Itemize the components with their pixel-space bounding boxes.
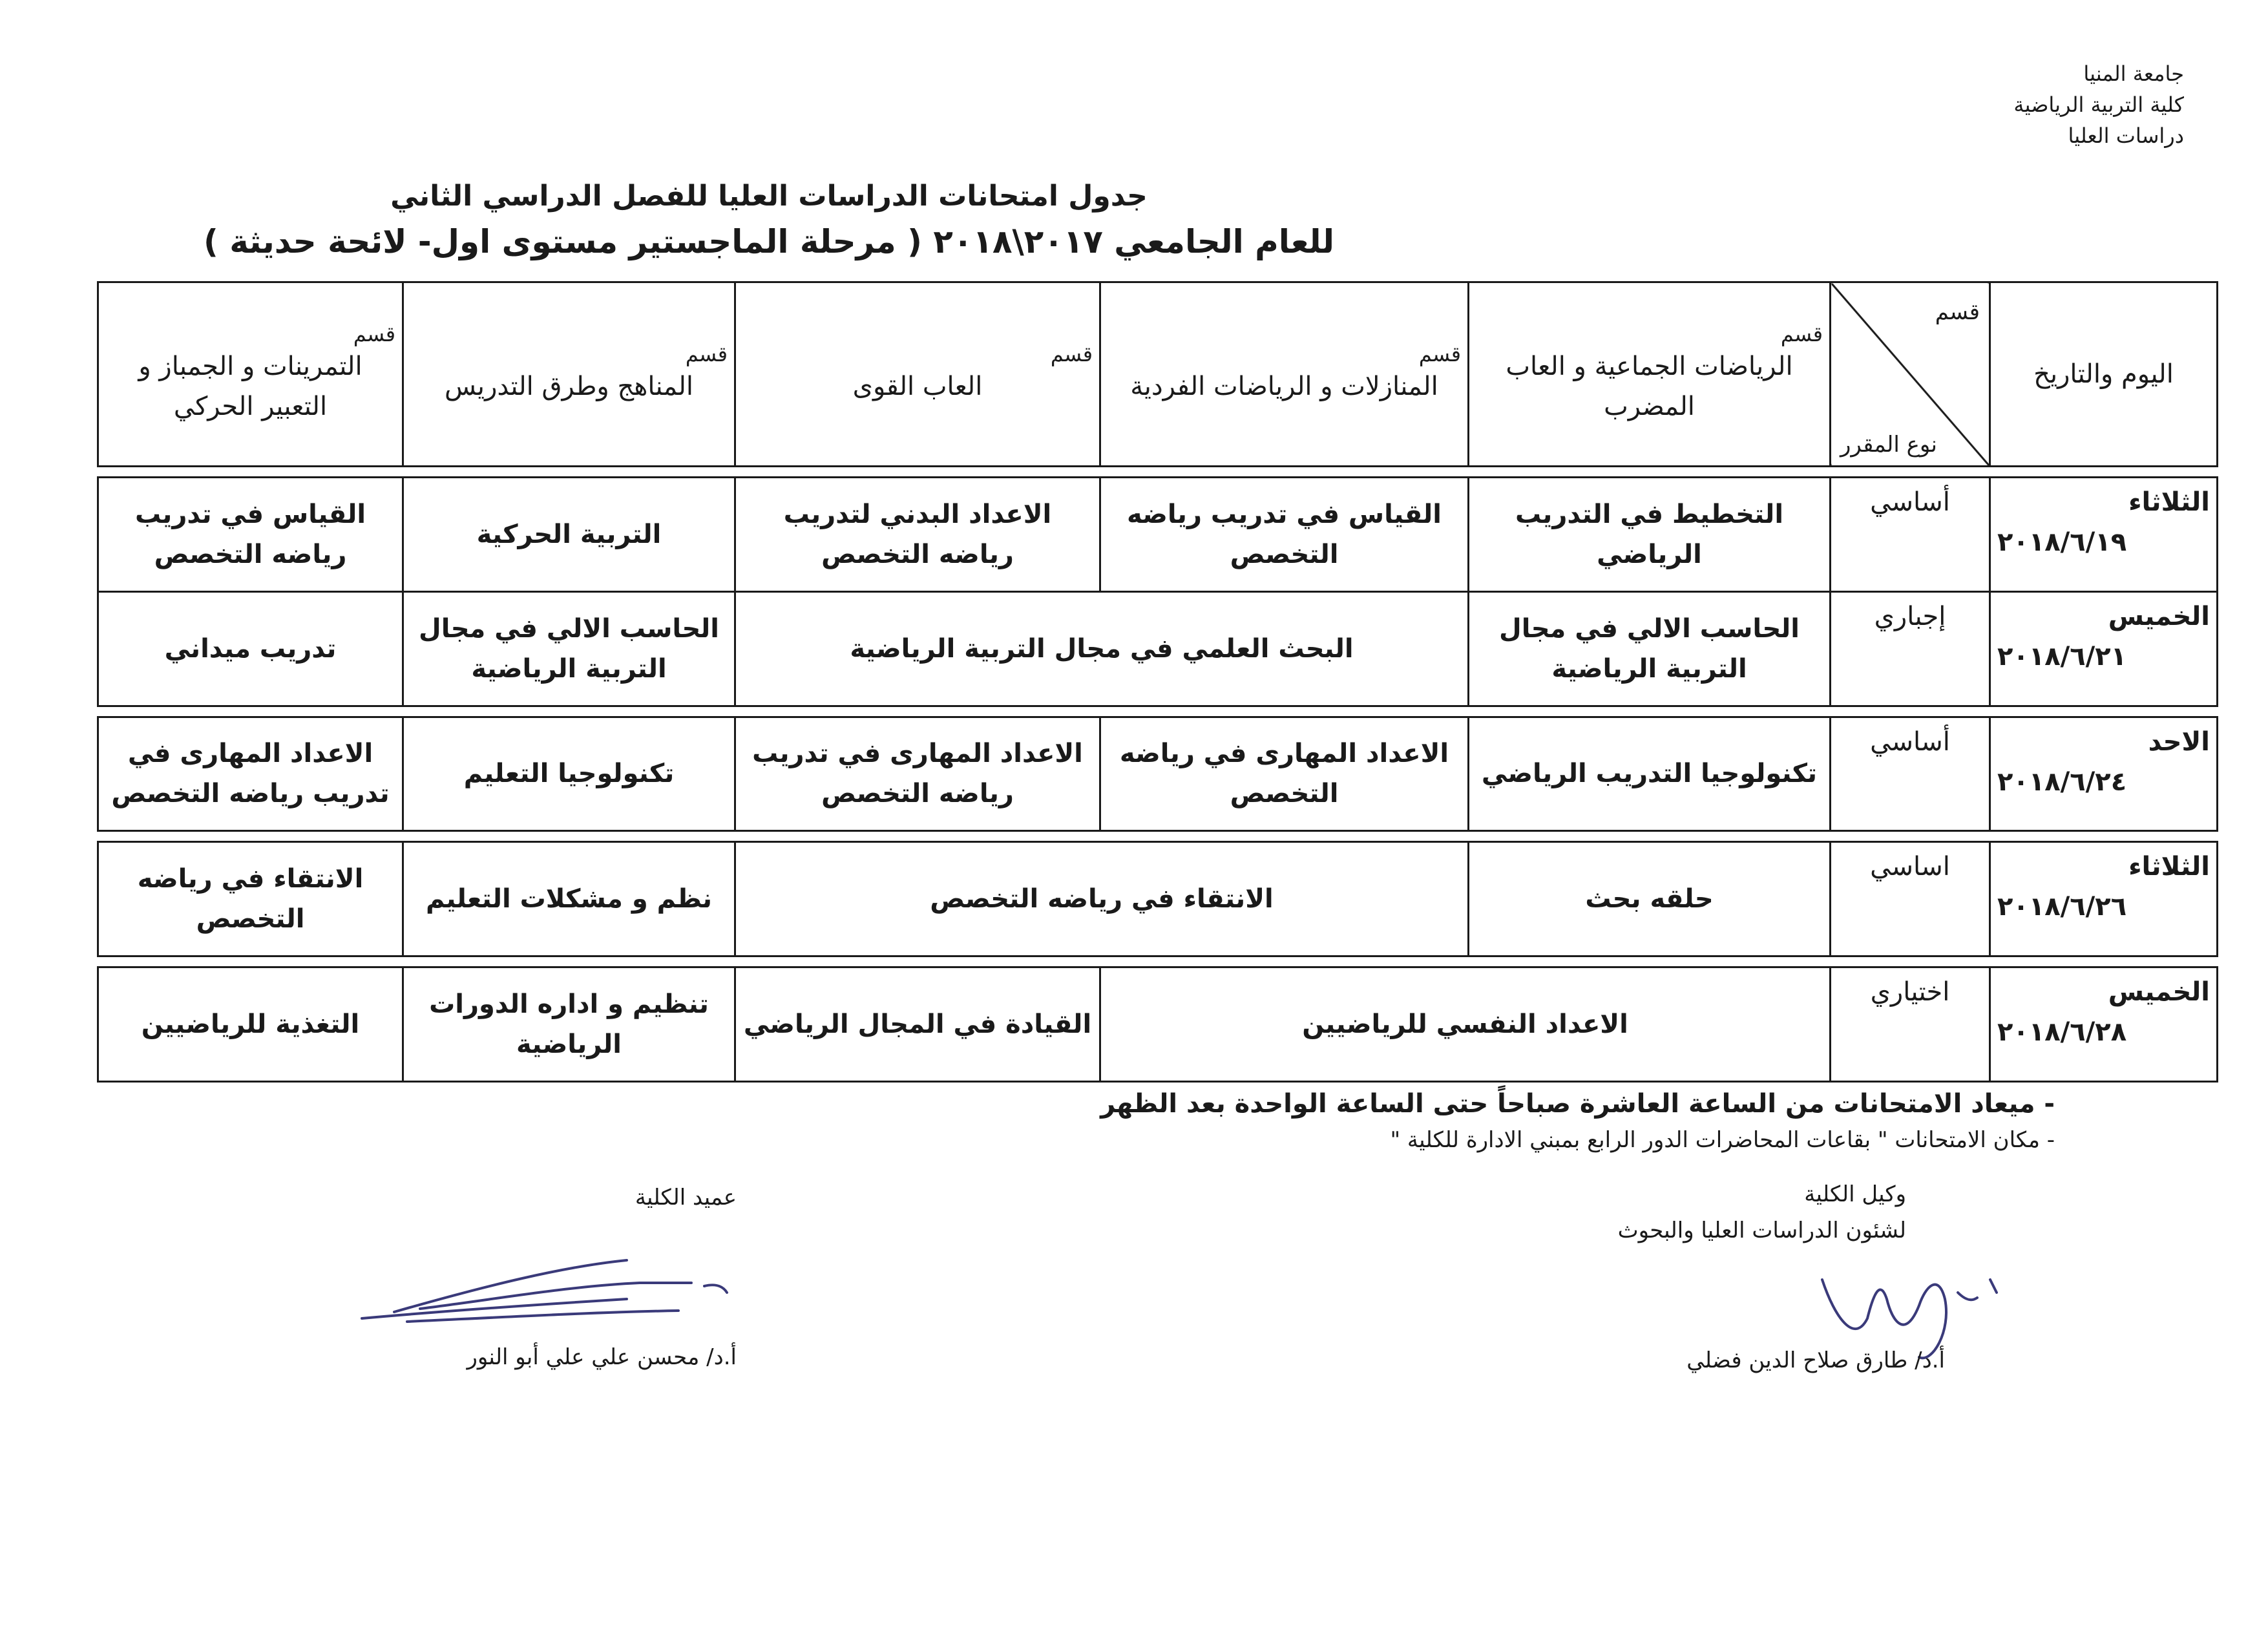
header-dept-3: قسم العاب القوى <box>735 282 1100 467</box>
course-cell: البحث العلمي في مجال التربية الرياضية <box>735 591 1469 706</box>
dean-signature-scribble <box>355 1247 756 1338</box>
exam-time-note: - ميعاد الامتحانات من الساعة العاشرة صباحاً حتى الساعة الواحدة بعد الظهر <box>1100 1089 2055 1119</box>
dean-name: أ.د/ محسن علي علي أبو النور <box>467 1344 737 1370</box>
document-subtitle: للعام الجامعي ٢٠١٧\٢٠١٨ ( مرحلة الماجستير مستوى اول- لائحة حديثة ) <box>204 223 1334 260</box>
course-cell: القياس في تدريب رياضه التخصص <box>1100 478 1469 592</box>
course-cell: القيادة في المجال الرياضي <box>735 967 1100 1082</box>
course-cell: تكنولوجيا التعليم <box>403 717 735 831</box>
day-cell: الاحد ٢٠١٨/٦/٢٤ <box>1990 717 2218 831</box>
faculty-name: كلية التربية الرياضية <box>2013 92 2184 117</box>
course-cell: حلقه بحث <box>1469 842 1831 956</box>
university-name: جامعة المنيا <box>2083 61 2184 86</box>
vice-dean-name: أ.د/ طارق صلاح الدين فضلي <box>1686 1347 1945 1373</box>
course-cell: التربية الحركية <box>403 478 735 592</box>
table-row <box>98 591 2218 706</box>
course-cell: الحاسب الالي في مجال التربية الرياضية <box>1469 591 1831 706</box>
header-row <box>98 282 2218 467</box>
course-cell: الاعداد النفسي للرياضيين <box>1100 967 1831 1082</box>
course-cell: الاعداد المهارى في تدريب رياضه التخصص <box>735 717 1100 831</box>
day-cell: الخميس ٢٠١٨/٦/٢٨ <box>1990 967 2218 1082</box>
day-cell: الثلاثاء ٢٠١٨/٦/٢٦ <box>1990 842 2218 956</box>
vice-dean-signature-block <box>1389 1176 1906 1249</box>
day-cell: الخميس ٢٠١٨/٦/٢١ <box>1990 591 2218 706</box>
day-cell: الثلاثاء ٢٠١٨/٦/١٩ <box>1990 478 2218 592</box>
course-cell: التخطيط في التدريب الرياضي <box>1469 478 1831 592</box>
type-cell: اساسي <box>1831 842 1990 956</box>
table-row <box>98 478 2218 592</box>
document-title: جدول امتحانات الدراسات العليا للفصل الدراسي الثاني <box>390 180 1148 213</box>
table-row <box>98 842 2218 956</box>
course-cell: الاعداد المهارى في رياضه التخصص <box>1100 717 1469 831</box>
exam-notes <box>375 1086 2055 1158</box>
table-row <box>98 967 2218 1082</box>
course-cell: الاعداد البدني لتدريب رياضه التخصص <box>735 478 1100 592</box>
course-cell: تدريب ميداني <box>98 591 403 706</box>
vice-dean-subtitle: لشئون الدراسات العليا والبحوث <box>1617 1218 1906 1243</box>
header-dept-1: قسم الرياضات الجماعية و العاب المضرب <box>1469 282 1831 467</box>
dean-signature-block <box>375 1179 737 1216</box>
type-cell: أساسي <box>1831 478 1990 592</box>
vice-dean-title: وكيل الكلية <box>1804 1181 1906 1207</box>
course-cell: الانتقاء في رياضه التخصص <box>98 842 403 956</box>
header-type-bottom: نوع المقرر <box>1840 432 1937 458</box>
exam-location-note: - مكان الامتحانات " بقاعات المحاضرات الدور الرابع بمبني الادارة للكلية " <box>1390 1127 2055 1153</box>
course-cell: نظم و مشكلات التعليم <box>403 842 735 956</box>
department-name: دراسات العليا <box>2068 123 2184 148</box>
course-cell: الحاسب الالي في مجال التربية الرياضية <box>403 591 735 706</box>
course-cell: التغذية للرياضيين <box>98 967 403 1082</box>
dean-title: عميد الكلية <box>635 1185 737 1210</box>
type-cell: أساسي <box>1831 717 1990 831</box>
header-dept-5: قسم التمرينات و الجمباز و التعبير الحركي <box>98 282 403 467</box>
course-cell: تنظيم و اداره الدورات الرياضية <box>403 967 735 1082</box>
header-type-top: قسم <box>1935 299 1980 325</box>
exam-schedule-table <box>97 281 2218 1083</box>
table-row <box>98 717 2218 831</box>
type-cell: إجباري <box>1831 591 1990 706</box>
course-cell: تكنولوجيا التدريب الرياضي <box>1469 717 1831 831</box>
institution-header <box>1861 58 2184 151</box>
type-cell: اختياري <box>1831 967 1990 1082</box>
header-day-date: اليوم والتاريخ <box>1990 282 2218 467</box>
header-type <box>1831 282 1990 467</box>
course-cell: الاعداد المهارى في تدريب رياضه التخصص <box>98 717 403 831</box>
header-dept-4: قسم المناهج وطرق التدريس <box>403 282 735 467</box>
course-cell: القياس في تدريب رياضه التخصص <box>98 478 403 592</box>
course-cell: الانتقاء في رياضه التخصص <box>735 842 1469 956</box>
header-dept-2: قسم المنازلات و الرياضات الفردية <box>1100 282 1469 467</box>
